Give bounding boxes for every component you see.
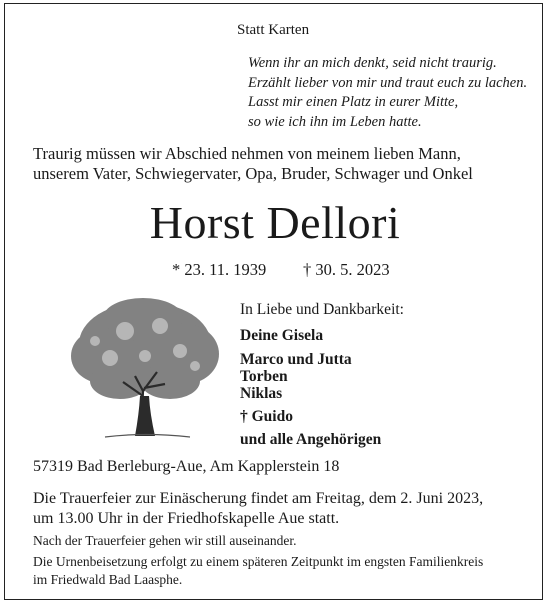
deceased-name: Horst Dellori [149,197,401,248]
intro-line: unserem Vater, Schwiegervater, Opa, Bruder, Schwager und Onkel [33,164,473,183]
mourner-children: Marco und Jutta [240,351,352,368]
mourner-others: und alle Angehörigen [240,431,382,448]
note-line: im Friedwald Bad Laasphe. [33,571,183,587]
poem-line: Lasst mir einen Platz in eurer Mitte, [248,94,459,110]
mourner-wife: Deine Gisela [240,327,324,344]
death-date: † 30. 5. 2023 [303,260,390,279]
tree-illustration-icon [65,296,225,446]
note-burial [33,553,483,588]
intro-text [33,144,473,184]
service-line: Die Trauerfeier zur Einäscherung findet am Freitag, dem 2. Juni 2023, [33,490,484,507]
poem-line: Erzählt lieber von mir und traut euch zu lachen. [248,74,528,91]
mourner-grandchild: Torben [240,368,288,385]
mourners-intro: In Liebe und Dankbarkeit: [240,301,404,318]
address: 57319 Bad Berleburg-Aue, Am Kapplerstein 18 [33,458,340,475]
poem-line: Wenn ihr an mich denkt, seid nicht traurig. [248,55,497,71]
mourner-grandchild: Niklas [240,385,283,402]
mourner-deceased-relative: † Guido [240,408,293,425]
birth-date: * 23. 11. 1939 [172,260,267,279]
note-line: Die Urnenbeisetzung erfolgt zu einem späteren Zeitpunkt im engsten Familienkreis [33,554,484,569]
note-farewell: Nach der Trauerfeier gehen wir still auseinander. [33,533,297,548]
statt-karten-label: Statt Karten [237,22,310,38]
poem-line: so wie ich ihn im Leben hatte. [248,113,422,130]
service-info [33,489,483,529]
intro-line: Traurig müssen wir Abschied nehmen von meinem lieben Mann, [33,144,461,163]
poem [248,54,527,132]
service-line: um 13.00 Uhr in der Friedhofskapelle Aue statt. [33,510,340,527]
